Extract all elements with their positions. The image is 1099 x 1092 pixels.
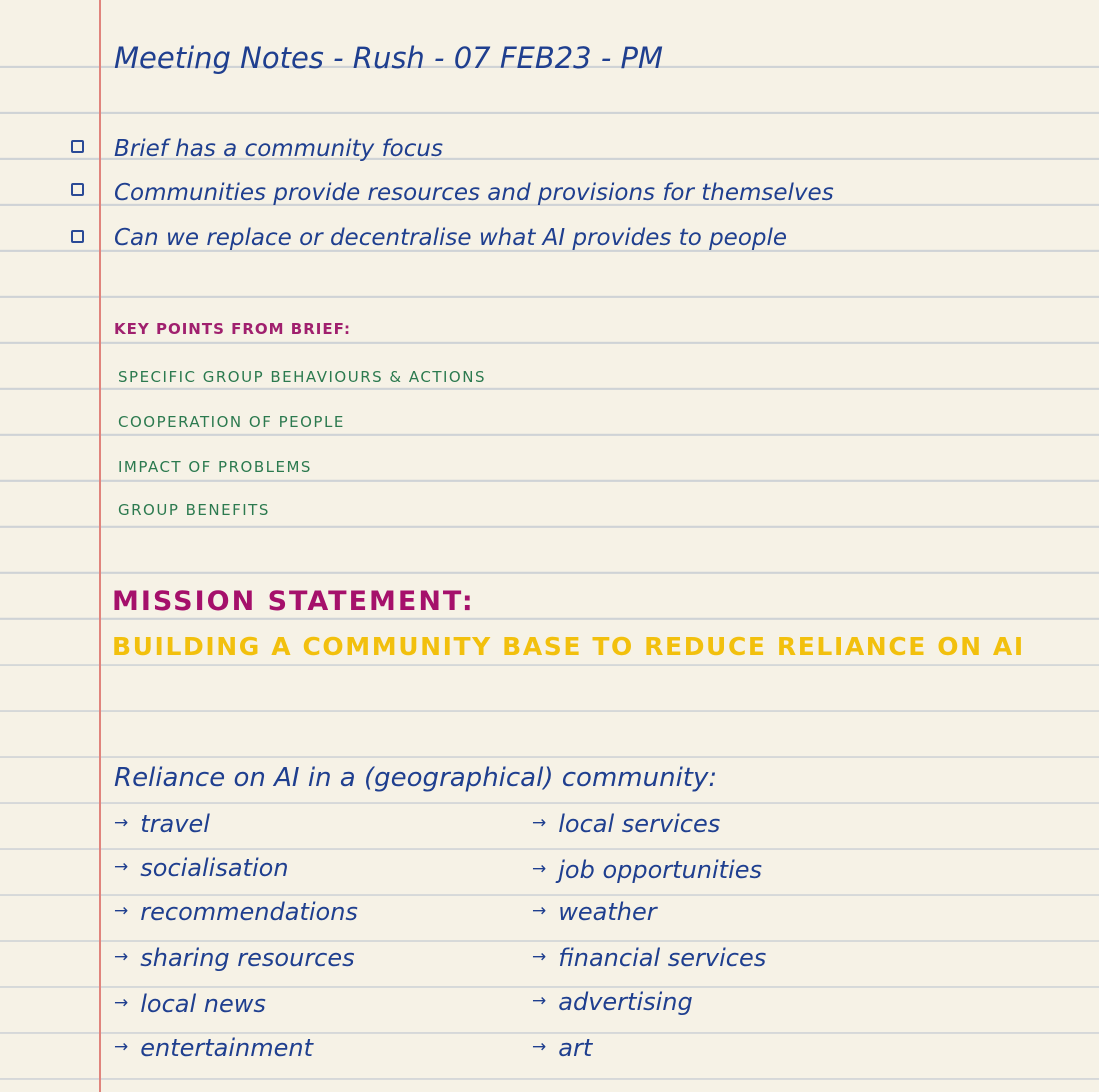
arrow-icon: →: [114, 857, 129, 877]
key-point-item: SPECIFIC GROUP BEHAVIOURS & ACTIONS: [118, 368, 486, 386]
reliance-item-left: [114, 856, 289, 880]
reliance-heading: Reliance on AI in a (geographical) community:: [114, 763, 718, 793]
reliance-item-label: travel: [140, 810, 210, 838]
bullet-box: [71, 140, 84, 153]
page-title: Meeting Notes - Rush - 07 FEB23 - PM: [114, 41, 664, 75]
arrow-icon: →: [532, 1037, 547, 1057]
reliance-item-right: [532, 990, 693, 1014]
reliance-item-label: local services: [558, 810, 721, 838]
reliance-item-label: entertainment: [140, 1034, 314, 1062]
key-points-heading: KEY POINTS FROM BRIEF:: [114, 320, 352, 338]
reliance-item-right: [532, 1036, 592, 1060]
arrow-icon: →: [532, 947, 547, 967]
mission-heading: MISSION STATEMENT:: [112, 586, 475, 617]
reliance-item-left: [114, 900, 358, 924]
mission-statement: BUILDING A COMMUNITY BASE TO REDUCE RELIANCE ON AI: [112, 632, 1025, 661]
arrow-icon: →: [114, 947, 129, 967]
reliance-item-right: [532, 858, 762, 882]
reliance-item-left: [114, 1036, 313, 1060]
reliance-item-label: art: [558, 1034, 593, 1062]
reliance-item-left: [114, 992, 266, 1016]
key-point-item: IMPACT OF PROBLEMS: [118, 458, 312, 476]
arrow-icon: →: [532, 859, 547, 879]
key-point-item: COOPERATION OF PEOPLE: [118, 413, 345, 431]
reliance-item-label: weather: [558, 898, 657, 926]
reliance-item-label: recommendations: [140, 898, 358, 926]
arrow-icon: →: [532, 991, 547, 1011]
arrow-icon: →: [532, 813, 547, 833]
reliance-item-left: [114, 812, 210, 836]
bullet-item: Brief has a community focus: [114, 136, 443, 162]
margin-line: [99, 0, 101, 1092]
reliance-item-right: [532, 900, 657, 924]
bullet-item: Communities provide resources and provisions for themselves: [114, 180, 834, 206]
arrow-icon: →: [114, 1037, 129, 1057]
arrow-icon: →: [532, 901, 547, 921]
arrow-icon: →: [114, 813, 129, 833]
reliance-item-right: [532, 946, 766, 970]
reliance-item-right: [532, 812, 720, 836]
reliance-item-left: [114, 946, 355, 970]
bullet-box: [71, 230, 84, 243]
reliance-item-label: advertising: [558, 988, 693, 1016]
arrow-icon: →: [114, 993, 129, 1013]
key-point-item: GROUP BENEFITS: [118, 501, 270, 519]
reliance-item-label: job opportunities: [558, 856, 763, 884]
reliance-item-label: socialisation: [140, 854, 289, 882]
arrow-icon: →: [114, 901, 129, 921]
bullet-item: Can we replace or decentralise what AI provides to people: [114, 225, 788, 251]
reliance-item-label: local news: [140, 990, 266, 1018]
reliance-item-label: sharing resources: [140, 944, 355, 972]
reliance-item-label: financial services: [558, 944, 767, 972]
bullet-box: [71, 183, 84, 196]
